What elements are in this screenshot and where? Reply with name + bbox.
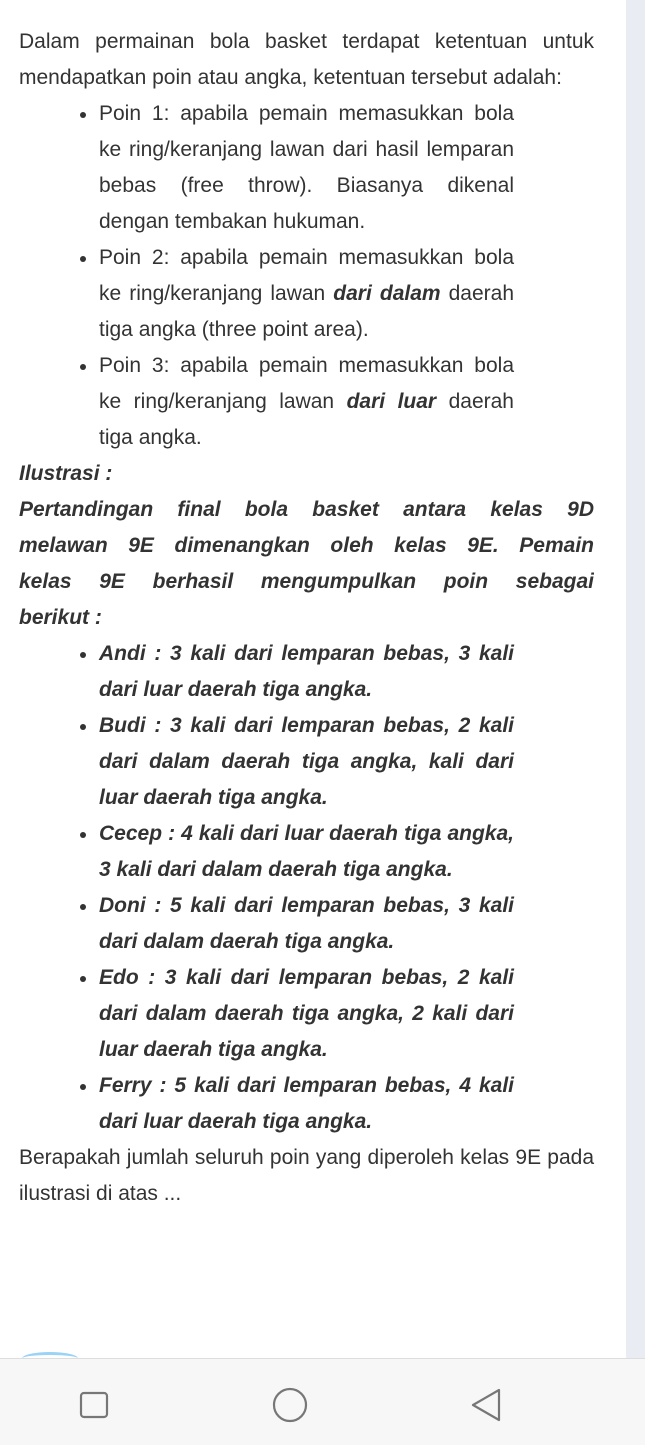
article-content bbox=[19, 24, 594, 1212]
illustration-line: kelas 9E berhasil mengumpulkan poin sebagai bbox=[19, 570, 594, 593]
player-item-budi: Budi : 3 kali dari lemparan bebas, 2 kali dari dalam daerah tiga angka, kali dari luar daerah tiga angka. bbox=[99, 708, 514, 816]
rule-emphasis: dari dalam bbox=[333, 282, 441, 305]
intro-paragraph: Dalam permainan bola basket terdapat ketentuan untuk mendapatkan poin atau angka, ketentuan tersebut adalah: bbox=[19, 30, 594, 89]
home-icon[interactable] bbox=[272, 1387, 308, 1423]
recent-apps-icon[interactable] bbox=[76, 1387, 112, 1423]
rules-list bbox=[19, 96, 514, 456]
rule-item-3: Poin 3: apabila pemain memasukkan bola ke ring/keranjang lawan dari luar daerah tiga angka. bbox=[99, 348, 514, 456]
illustration-line: berikut : bbox=[19, 606, 102, 629]
player-item-cecep: Cecep : 4 kali dari luar daerah tiga angka, 3 kali dari dalam daerah tiga angka. bbox=[99, 816, 514, 888]
illustration-heading: Ilustrasi : bbox=[19, 462, 113, 485]
back-icon[interactable] bbox=[468, 1387, 504, 1423]
rule-item-2: Poin 2: apabila pemain memasukkan bola ke ring/keranjang lawan dari dalam daerah tiga angka (three point area). bbox=[99, 240, 514, 348]
players-list bbox=[19, 636, 514, 1140]
player-item-andi: Andi : 3 kali dari lemparan bebas, 3 kali dari luar daerah tiga angka. bbox=[99, 636, 514, 708]
illustration-paragraph bbox=[19, 492, 594, 636]
player-item-edo: Edo : 3 kali dari lemparan bebas, 2 kali dari dalam daerah tiga angka, 2 kali dari luar daerah tiga angka. bbox=[99, 960, 514, 1068]
rule-emphasis: dari luar bbox=[346, 390, 437, 413]
illustration-line: melawan 9E dimenangkan oleh kelas 9E. Pemain bbox=[19, 534, 594, 557]
system-navigation-bar bbox=[0, 1358, 645, 1445]
question-paragraph: Berapakah jumlah seluruh poin yang diperoleh kelas 9E pada ilustrasi di atas ... bbox=[19, 1146, 594, 1205]
player-item-doni: Doni : 5 kali dari lemparan bebas, 3 kali dari dalam daerah tiga angka. bbox=[99, 888, 514, 960]
illustration-line: Pertandingan final bola basket antara kelas 9D bbox=[19, 498, 594, 521]
player-item-ferry: Ferry : 5 kali dari lemparan bebas, 4 kali dari luar daerah tiga angka. bbox=[99, 1068, 514, 1140]
rule-item-1: Poin 1: apabila pemain memasukkan bola ke ring/keranjang lawan dari hasil lemparan bebas (free throw). Biasanya dikenal dengan tembakan hukuman. bbox=[99, 96, 514, 240]
scrollbar[interactable] bbox=[626, 0, 645, 1358]
